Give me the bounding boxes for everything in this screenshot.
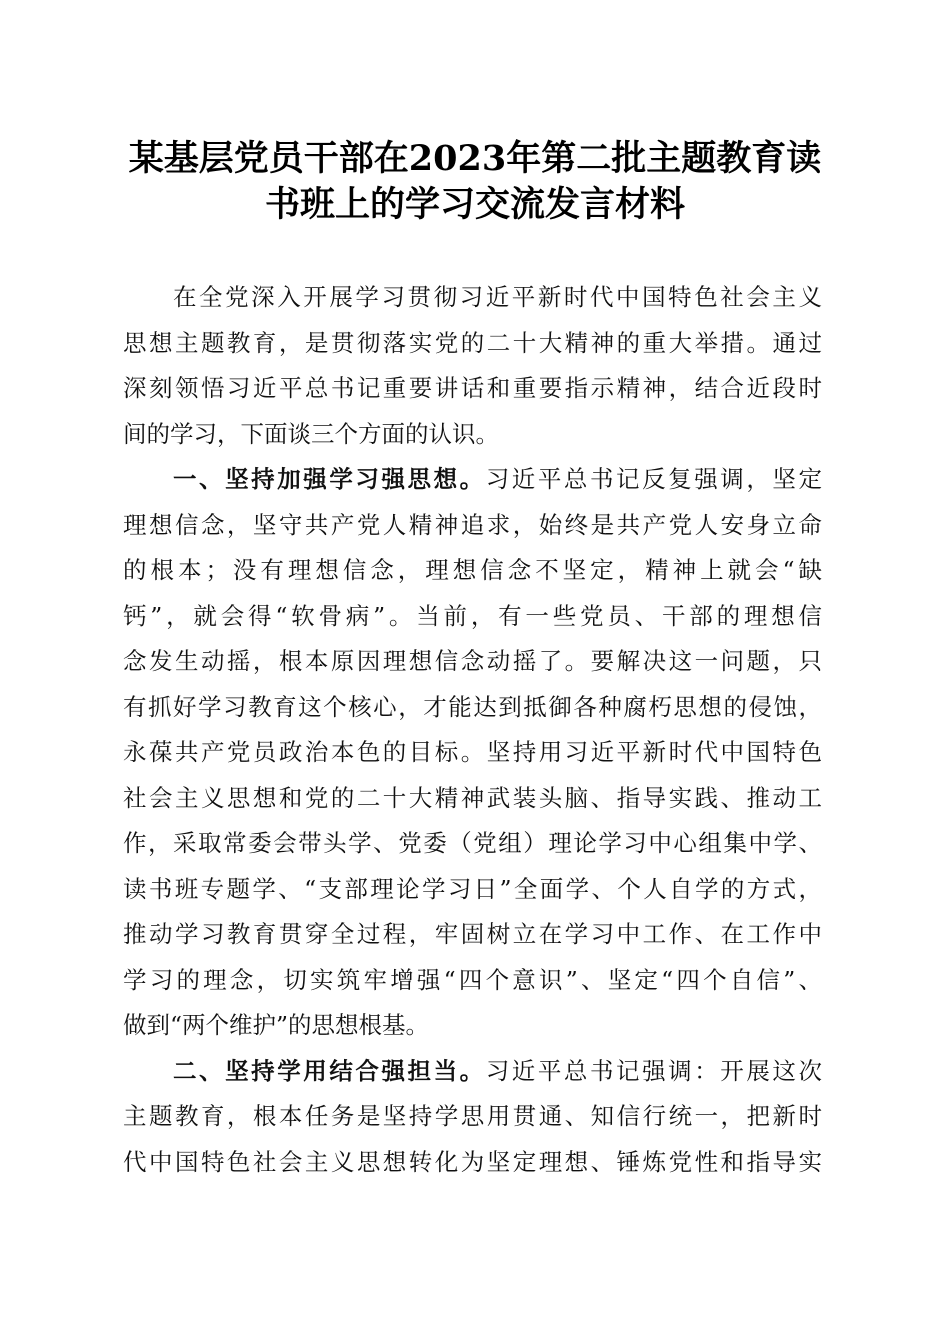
- text-line: [123, 1003, 822, 1049]
- line-text: 学习的理念，切实筑牢增强“四个意识”、坚定“四个自信”、: [123, 965, 822, 994]
- line-text: 社会主义思想和党的二十大精神武装头脑、指导实践、推动工: [123, 783, 822, 812]
- text-line: [123, 1140, 822, 1186]
- section-heading: 一、坚持加强学习强思想。: [173, 465, 486, 493]
- text-line: [123, 412, 822, 458]
- line-text: 思想主题教育，是贯彻落实党的二十大精神的重大举措。通过: [123, 328, 822, 357]
- text-line: [123, 912, 822, 958]
- paragraph: [123, 1049, 822, 1186]
- text-line: [123, 594, 822, 640]
- text-line: [123, 457, 822, 503]
- document-title: [0, 136, 950, 228]
- document-body: [123, 275, 822, 1185]
- line-text: 念发生动摇，根本原因理想信念动摇了。要解决这一问题，只: [123, 647, 822, 675]
- paragraph: [123, 457, 822, 1049]
- paragraph: [123, 275, 822, 457]
- line-text: 代中国特色社会主义思想转化为坚定理想、锤炼党性和指导实: [123, 1147, 822, 1176]
- title-line: 书班上的学习交流发言材料: [264, 184, 685, 225]
- text-line: [123, 867, 822, 913]
- line-text: 钙”，就会得“软骨病”。当前，有一些党员、干部的理想信: [123, 601, 822, 630]
- text-line: [123, 548, 822, 594]
- text-line: [123, 776, 822, 822]
- text-line: [123, 1049, 822, 1095]
- line-text: 作，采取常委会带头学、党委（党组）理论学习中心组集中学、: [123, 829, 822, 857]
- title-line: 某基层党员干部在2023年第二批主题教育读: [128, 138, 822, 179]
- line-text: 读书班专题学、“支部理论学习日”全面学、个人自学的方式，: [123, 874, 822, 903]
- line-text: 主题教育，根本任务是坚持学思用贯通、知信行统一，把新时: [123, 1102, 822, 1130]
- line-text: 推动学习教育贯穿全过程，牢固树立在学习中工作、在工作中: [123, 920, 822, 948]
- text-line: [123, 685, 822, 731]
- text-line: [123, 1094, 822, 1140]
- line-text: 间的学习，下面谈三个方面的认识。: [123, 419, 499, 448]
- line-text: 理想信念，坚守共产党人精神追求，始终是共产党人安身立命: [123, 510, 822, 539]
- text-line: [123, 503, 822, 549]
- line-text: 永葆共产党员政治本色的目标。坚持用习近平新时代中国特色: [123, 738, 822, 766]
- line-text: 在全党深入开展学习贯彻习近平新时代中国特色社会主义: [173, 283, 822, 311]
- line-text: 习近平总书记强调：开展这次: [485, 1056, 822, 1085]
- section-heading: 二、坚持学用结合强担当。: [173, 1056, 486, 1085]
- line-text: 有抓好学习教育这个核心，才能达到抵御各种腐朽思想的侵蚀，: [123, 692, 822, 721]
- text-line: [123, 275, 822, 321]
- text-line: [123, 321, 822, 367]
- text-line: [123, 730, 822, 776]
- text-line: [123, 366, 822, 412]
- line-text: 深刻领悟习近平总书记重要讲话和重要指示精神，结合近段时: [123, 374, 822, 402]
- line-text: 的根本；没有理想信念，理想信念不坚定，精神上就会“缺: [123, 556, 822, 584]
- text-line: [123, 958, 822, 1004]
- line-text: 做到“两个维护”的思想根基。: [123, 1011, 430, 1039]
- line-text: 习近平总书记反复强调，坚定: [485, 465, 822, 493]
- text-line: [123, 821, 822, 867]
- text-line: [123, 639, 822, 685]
